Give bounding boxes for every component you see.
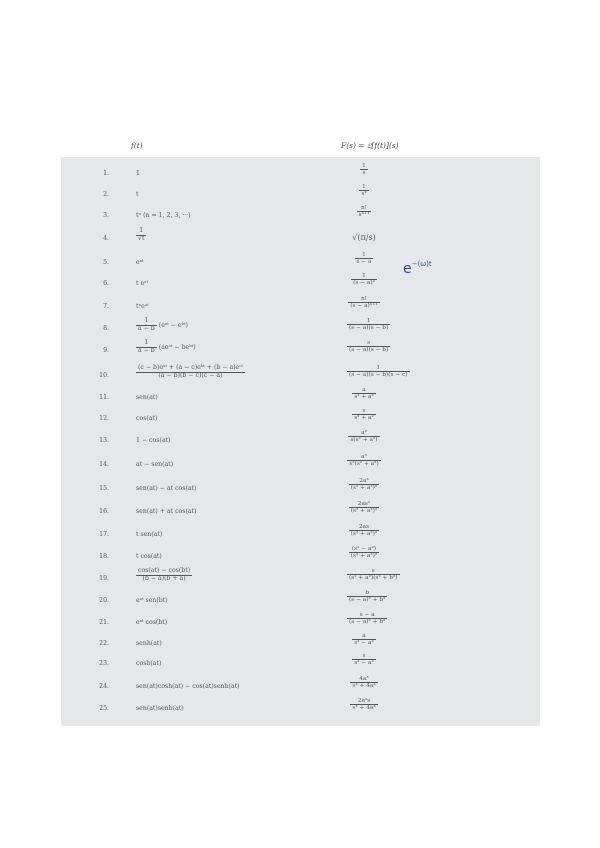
row-number: 5. (103, 259, 109, 266)
row-number: 17. (99, 531, 109, 538)
f-fraction (136, 365, 245, 379)
table-row (61, 612, 540, 634)
F-denominator: (s² + a²)² (350, 531, 378, 538)
F-fraction (347, 568, 400, 581)
f-tail: (eᵃᵗ − eᵇᵗ) (158, 321, 188, 329)
table-row (61, 340, 540, 362)
f-fraction (136, 568, 192, 582)
F-fraction (352, 408, 376, 421)
F-fraction (348, 296, 379, 309)
F-denominator: s(s² + a²) (350, 437, 378, 444)
F-denominator: s⁴ + 4a⁴ (352, 683, 376, 690)
row-number: 21. (99, 619, 109, 626)
f-of-t: senh(at) (136, 640, 162, 647)
table-row (61, 454, 540, 476)
f-numerator: (c − b)eᵃᵗ + (a − c)eᵇᵗ + (b − a)eᶜᵗ (138, 364, 243, 371)
F-of-s (347, 590, 386, 604)
row-number: 20. (99, 597, 109, 604)
F-denominator: (s − a)(s − b)(s − c) (349, 372, 408, 379)
F-denominator: s⁴ + 4a⁴ (352, 705, 376, 712)
F-denominator: (s − a)ⁿ⁺¹ (350, 303, 378, 310)
table-row (61, 524, 540, 546)
column-header-F: F(s) = 𝔏[f(t)](s) (341, 141, 399, 150)
row-number: 3. (103, 212, 109, 219)
f-denominator: a − b (138, 346, 155, 354)
F-numerator: 1 (362, 163, 366, 169)
table-row (61, 653, 540, 675)
F-of-s (347, 653, 381, 666)
row-number: 15. (99, 485, 109, 492)
f-fraction (136, 340, 157, 354)
F-numerator: s (367, 340, 371, 346)
f-numerator: cos(at) − cos(bt) (138, 567, 191, 574)
F-numerator: 1 (362, 252, 366, 258)
F-of-s (347, 408, 381, 421)
F-denominator: (s² + a²)(s² + b²) (349, 575, 398, 582)
f-numerator: 1 (144, 317, 149, 324)
F-numerator: 2as² (357, 501, 371, 507)
F-numerator: s (371, 568, 375, 574)
F-fraction (347, 318, 390, 331)
table-row (61, 478, 540, 500)
F-fraction (352, 633, 376, 646)
F-of-s (347, 318, 389, 332)
f-denominator: (b − a)(b + a) (136, 575, 192, 583)
f-of-t (136, 228, 146, 242)
row-number: 8. (103, 325, 109, 332)
f-of-t: eᵃᵗ sen(bt) (136, 597, 168, 604)
F-denominator: s² + a² (354, 394, 374, 401)
F-of-s (347, 524, 381, 537)
f-of-t: tⁿeᵃᵗ (136, 303, 149, 310)
F-of-s (347, 387, 381, 400)
F-fraction (347, 590, 387, 603)
F-fraction (360, 163, 368, 176)
F-fraction (347, 612, 387, 625)
row-number: 18. (99, 553, 109, 560)
F-fraction (349, 546, 379, 559)
f-tail: (aeᵃᵗ − beᵇᵗ) (158, 343, 196, 351)
f-fraction (136, 228, 146, 242)
F-of-s (347, 633, 381, 646)
F-numerator: s (362, 408, 366, 414)
F-fraction (349, 478, 379, 491)
row-number: 1. (103, 170, 109, 177)
F-of-s (347, 365, 408, 379)
F-fraction (348, 430, 379, 443)
F-numerator: a² (361, 430, 367, 436)
table-row (61, 590, 540, 612)
column-header-f: f(t) (131, 141, 143, 150)
F-denominator: s²(s² + a²) (349, 461, 379, 468)
f-numerator: 1 (139, 227, 144, 234)
f-of-t: cos(at) (136, 415, 158, 422)
table-row (61, 387, 540, 409)
F-numerator: 2a²s (357, 698, 371, 704)
f-of-t: tⁿ (n = 1, 2, 3, ···) (136, 212, 191, 219)
table-row (61, 408, 540, 430)
f-of-t: sen(at) − at cos(at) (136, 485, 197, 492)
f-of-t: eᵃᵗ (136, 259, 144, 266)
row-number: 10. (99, 372, 109, 379)
f-denominator: (a − b)(b − c)(c − a) (136, 372, 245, 380)
F-fraction (350, 698, 377, 711)
F-numerator: n! (360, 296, 368, 302)
F-denominator: s² − a² (354, 640, 374, 647)
F-denominator: s² (361, 191, 367, 198)
table-row (61, 365, 540, 387)
F-denominator: (s² + a²)² (350, 485, 378, 492)
F-numerator: 1 (376, 365, 381, 371)
F-numerator: 2as (358, 524, 370, 530)
F-fraction (347, 365, 410, 378)
F-numerator: 2a³ (359, 478, 369, 484)
F-denominator: (s − a)² (353, 280, 375, 287)
row-number: 24. (99, 683, 109, 690)
table-row (61, 633, 540, 655)
F-fraction (352, 653, 376, 666)
F-denominator: (s² + a²)² (350, 553, 378, 560)
row-number: 23. (99, 660, 109, 667)
f-of-t (136, 318, 188, 332)
row-number: 2. (103, 191, 109, 198)
F-of-s (347, 698, 381, 711)
f-of-t: sen(at)senh(at) (136, 705, 184, 712)
table-row (61, 296, 540, 318)
f-of-t: cosh(at) (136, 660, 162, 667)
F-numerator: s (362, 653, 366, 659)
F-numerator: s − a (359, 612, 375, 618)
F-numerator: b (365, 590, 370, 596)
F-fraction (351, 273, 377, 286)
f-numerator: 1 (144, 339, 149, 346)
F-of-s (347, 163, 381, 176)
row-number: 6. (103, 280, 109, 287)
f-of-t: sen(at)cosh(at) − cos(at)senh(at) (136, 683, 240, 690)
row-number: 19. (99, 575, 109, 582)
row-number: 7. (103, 303, 109, 310)
F-fraction (349, 501, 379, 514)
F-numerator: n! (360, 205, 368, 211)
table-row (61, 546, 540, 568)
f-of-t: t (136, 191, 139, 198)
F-numerator: (s² − a²) (351, 546, 377, 552)
f-fraction (136, 318, 157, 332)
row-number: 9. (103, 347, 109, 354)
row-number: 13. (99, 437, 109, 444)
F-denominator: (s − a)(s − b) (349, 325, 389, 332)
F-of-s (347, 184, 381, 197)
table-row (61, 698, 540, 720)
f-of-t: t cos(at) (136, 553, 162, 560)
F-denominator: sⁿ⁺¹ (358, 212, 370, 219)
F-denominator: (s − a)(s − b) (349, 347, 389, 354)
F-of-s (347, 205, 381, 218)
annotation-exponent: −(ω)t (411, 260, 432, 268)
F-denominator: (s² + a²)² (350, 508, 378, 515)
F-fraction (349, 524, 379, 537)
F-fraction (359, 184, 368, 197)
f-of-t: 1 (136, 170, 140, 177)
F-numerator: 1 (362, 184, 366, 190)
f-of-t (136, 340, 196, 354)
F-of-s (347, 612, 386, 626)
F-numerator: a (362, 387, 366, 393)
table-row (61, 184, 540, 206)
f-of-t: t sen(at) (136, 531, 163, 538)
row-number: 25. (99, 705, 109, 712)
f-of-t: sen(at) + at cos(at) (136, 508, 197, 515)
F-denominator: s (360, 169, 368, 176)
row-number: 22. (99, 640, 109, 647)
F-fraction (350, 676, 377, 689)
F-denominator: s² + a² (354, 415, 374, 422)
row-number: 14. (99, 461, 109, 468)
F-of-s (347, 478, 381, 491)
f-of-t: t eᵃᵗ (136, 280, 149, 287)
f-of-t (136, 568, 192, 582)
table-row (61, 318, 540, 340)
F-numerator: a³ (361, 454, 367, 460)
F-of-s (347, 454, 381, 467)
F-of-s (347, 296, 381, 309)
F-of-s (347, 568, 398, 582)
row-number: 12. (99, 415, 109, 422)
table-row (61, 252, 540, 274)
f-of-t: at − sen(at) (136, 461, 174, 468)
F-fraction (347, 340, 390, 353)
F-denominator: (s − a)² + b² (349, 619, 386, 626)
f-of-t: sen(at) (136, 394, 158, 401)
F-fraction (347, 454, 380, 467)
F-of-s (347, 501, 381, 514)
F-numerator: a (362, 633, 366, 639)
table-row (61, 228, 540, 250)
annotation-base: e (403, 261, 412, 277)
F-denominator: (s − a)² + b² (349, 597, 386, 604)
f-of-t: eᵃᵗ cos(bt) (136, 619, 168, 626)
table-row (61, 163, 540, 185)
F-of-s (347, 252, 381, 265)
row-number: 11. (99, 394, 109, 401)
F-fraction (357, 205, 372, 218)
F-of-s (347, 430, 381, 443)
F-of-s (347, 273, 381, 286)
handwritten-annotation (403, 258, 432, 277)
F-numerator: 1 (366, 318, 371, 324)
table-row (61, 501, 540, 523)
table-row (61, 273, 540, 295)
table-row (61, 205, 540, 227)
F-fraction (355, 252, 374, 265)
row-number: 4. (103, 235, 109, 242)
F-of-s (347, 340, 389, 354)
f-of-t (136, 365, 245, 379)
F-of-s (347, 676, 381, 689)
F-denominator: s − a (356, 259, 372, 266)
f-of-t: 1 − cos(at) (136, 437, 171, 444)
F-fraction (352, 387, 376, 400)
F-of-s: √(π/s) (352, 233, 376, 242)
F-numerator: 4a³ (359, 676, 369, 682)
f-denominator: √t (138, 234, 145, 242)
f-denominator: a − b (138, 324, 155, 332)
table-row (61, 430, 540, 452)
F-of-s (347, 546, 381, 559)
table-row (61, 568, 540, 590)
F-numerator: 1 (362, 273, 366, 279)
F-denominator: s² − a² (354, 660, 374, 667)
row-number: 16. (99, 508, 109, 515)
table-row (61, 676, 540, 698)
